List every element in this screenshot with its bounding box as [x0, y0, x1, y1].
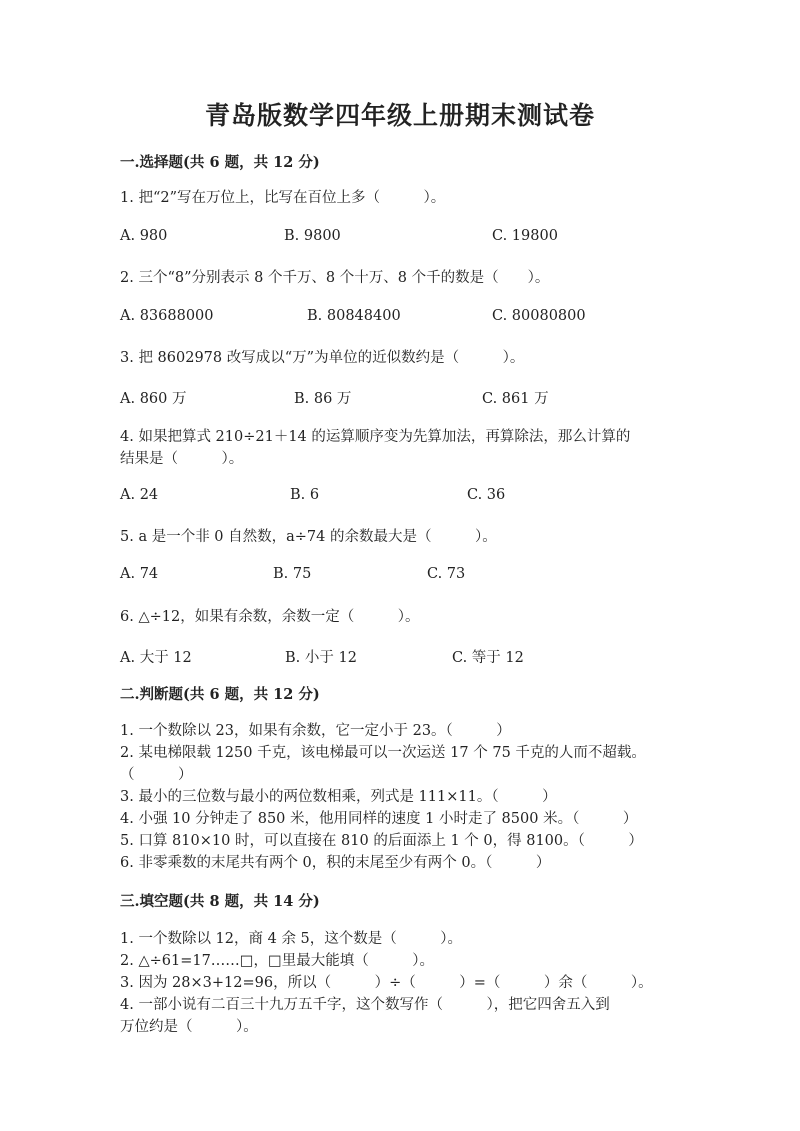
option-b: B. 75	[273, 566, 312, 582]
section-heading-choice: 一.选择题(共 6 题，共 12 分)	[120, 154, 320, 171]
fill-item: 3. 因为 28×3+12=96，所以（ ）÷（ ）=（ ）余（ ）。	[120, 975, 653, 991]
question-text: 5. a 是一个非 0 自然数，a÷74 的余数最大是（ ）。	[120, 529, 497, 545]
option-a: A. 24	[120, 487, 159, 503]
fill-item: 2. △÷61=17……□，□里最大能填（ ）。	[120, 953, 434, 969]
option-c: C. 861 万	[482, 391, 549, 407]
option-b: B. 6	[290, 487, 320, 503]
question-text: 3. 把 8602978 改写成以“万”为单位的近似数约是（ ）。	[120, 350, 525, 366]
option-a: A. 980	[120, 228, 168, 244]
option-c: C. 19800	[492, 228, 558, 244]
option-a: A. 大于 12	[120, 650, 192, 666]
judgment-item: 4. 小强 10 分钟走了 850 米，他用同样的速度 1 小时走了 8500 米。（ ）	[120, 811, 638, 827]
option-b: B. 86 万	[294, 391, 352, 407]
option-c: C. 73	[427, 566, 466, 582]
option-b: B. 80848400	[307, 308, 401, 324]
judgment-item: 2. 某电梯限载 1250 千克，该电梯最可以一次运送 17 个 75 千克的人而不超载。	[120, 745, 646, 761]
judgment-item: 6. 非零乘数的末尾共有两个 0，积的末尾至少有两个 0。（ ）	[120, 855, 551, 871]
question-text-line2: 结果是（ ）。	[120, 451, 244, 467]
judgment-item: 3. 最小的三位数与最小的两位数相乘，列式是 111×11。（ ）	[120, 789, 557, 805]
section-heading-fill: 三.填空题(共 8 题，共 14 分)	[120, 893, 320, 910]
question-text: 1. 把“2”写在万位上，比写在百位上多（ ）。	[120, 190, 446, 206]
judgment-item-answer: （ ）	[120, 767, 193, 783]
judgment-item: 1. 一个数除以 23，如果有余数，它一定小于 23。（ ）	[120, 723, 511, 739]
option-b: B. 9800	[284, 228, 341, 244]
fill-item: 4. 一部小说有二百三十九万五千字，这个数写作（ ），把它四舍五入到	[120, 997, 610, 1013]
page-title: 青岛版数学四年级上册期末测试卷	[204, 101, 595, 130]
fill-item: 1. 一个数除以 12，商 4 余 5，这个数是（ ）。	[120, 931, 463, 947]
question-text: 6. △÷12，如果有余数，余数一定（ ）。	[120, 609, 420, 625]
option-b: B. 小于 12	[285, 650, 357, 666]
judgment-item: 5. 口算 810×10 时，可以直接在 810 的后面添上 1 个 0，得 8100。（ ）	[120, 833, 643, 849]
section-heading-judgment: 二.判断题(共 6 题，共 12 分)	[120, 686, 320, 703]
option-c: C. 36	[467, 487, 506, 503]
option-a: A. 83688000	[120, 308, 214, 324]
option-a: A. 860 万	[120, 391, 187, 407]
option-c: C. 等于 12	[452, 650, 524, 666]
question-text: 2. 三个“8”分别表示 8 个千万、8 个十万、8 个千的数是（ ）。	[120, 270, 550, 286]
option-c: C. 80080800	[492, 308, 586, 324]
question-text-line1: 4. 如果把算式 210÷21＋14 的运算顺序变为先算加法，再算除法，那么计算的	[120, 429, 631, 445]
option-a: A. 74	[120, 566, 159, 582]
fill-item: 万位约是（ ）。	[120, 1019, 258, 1035]
